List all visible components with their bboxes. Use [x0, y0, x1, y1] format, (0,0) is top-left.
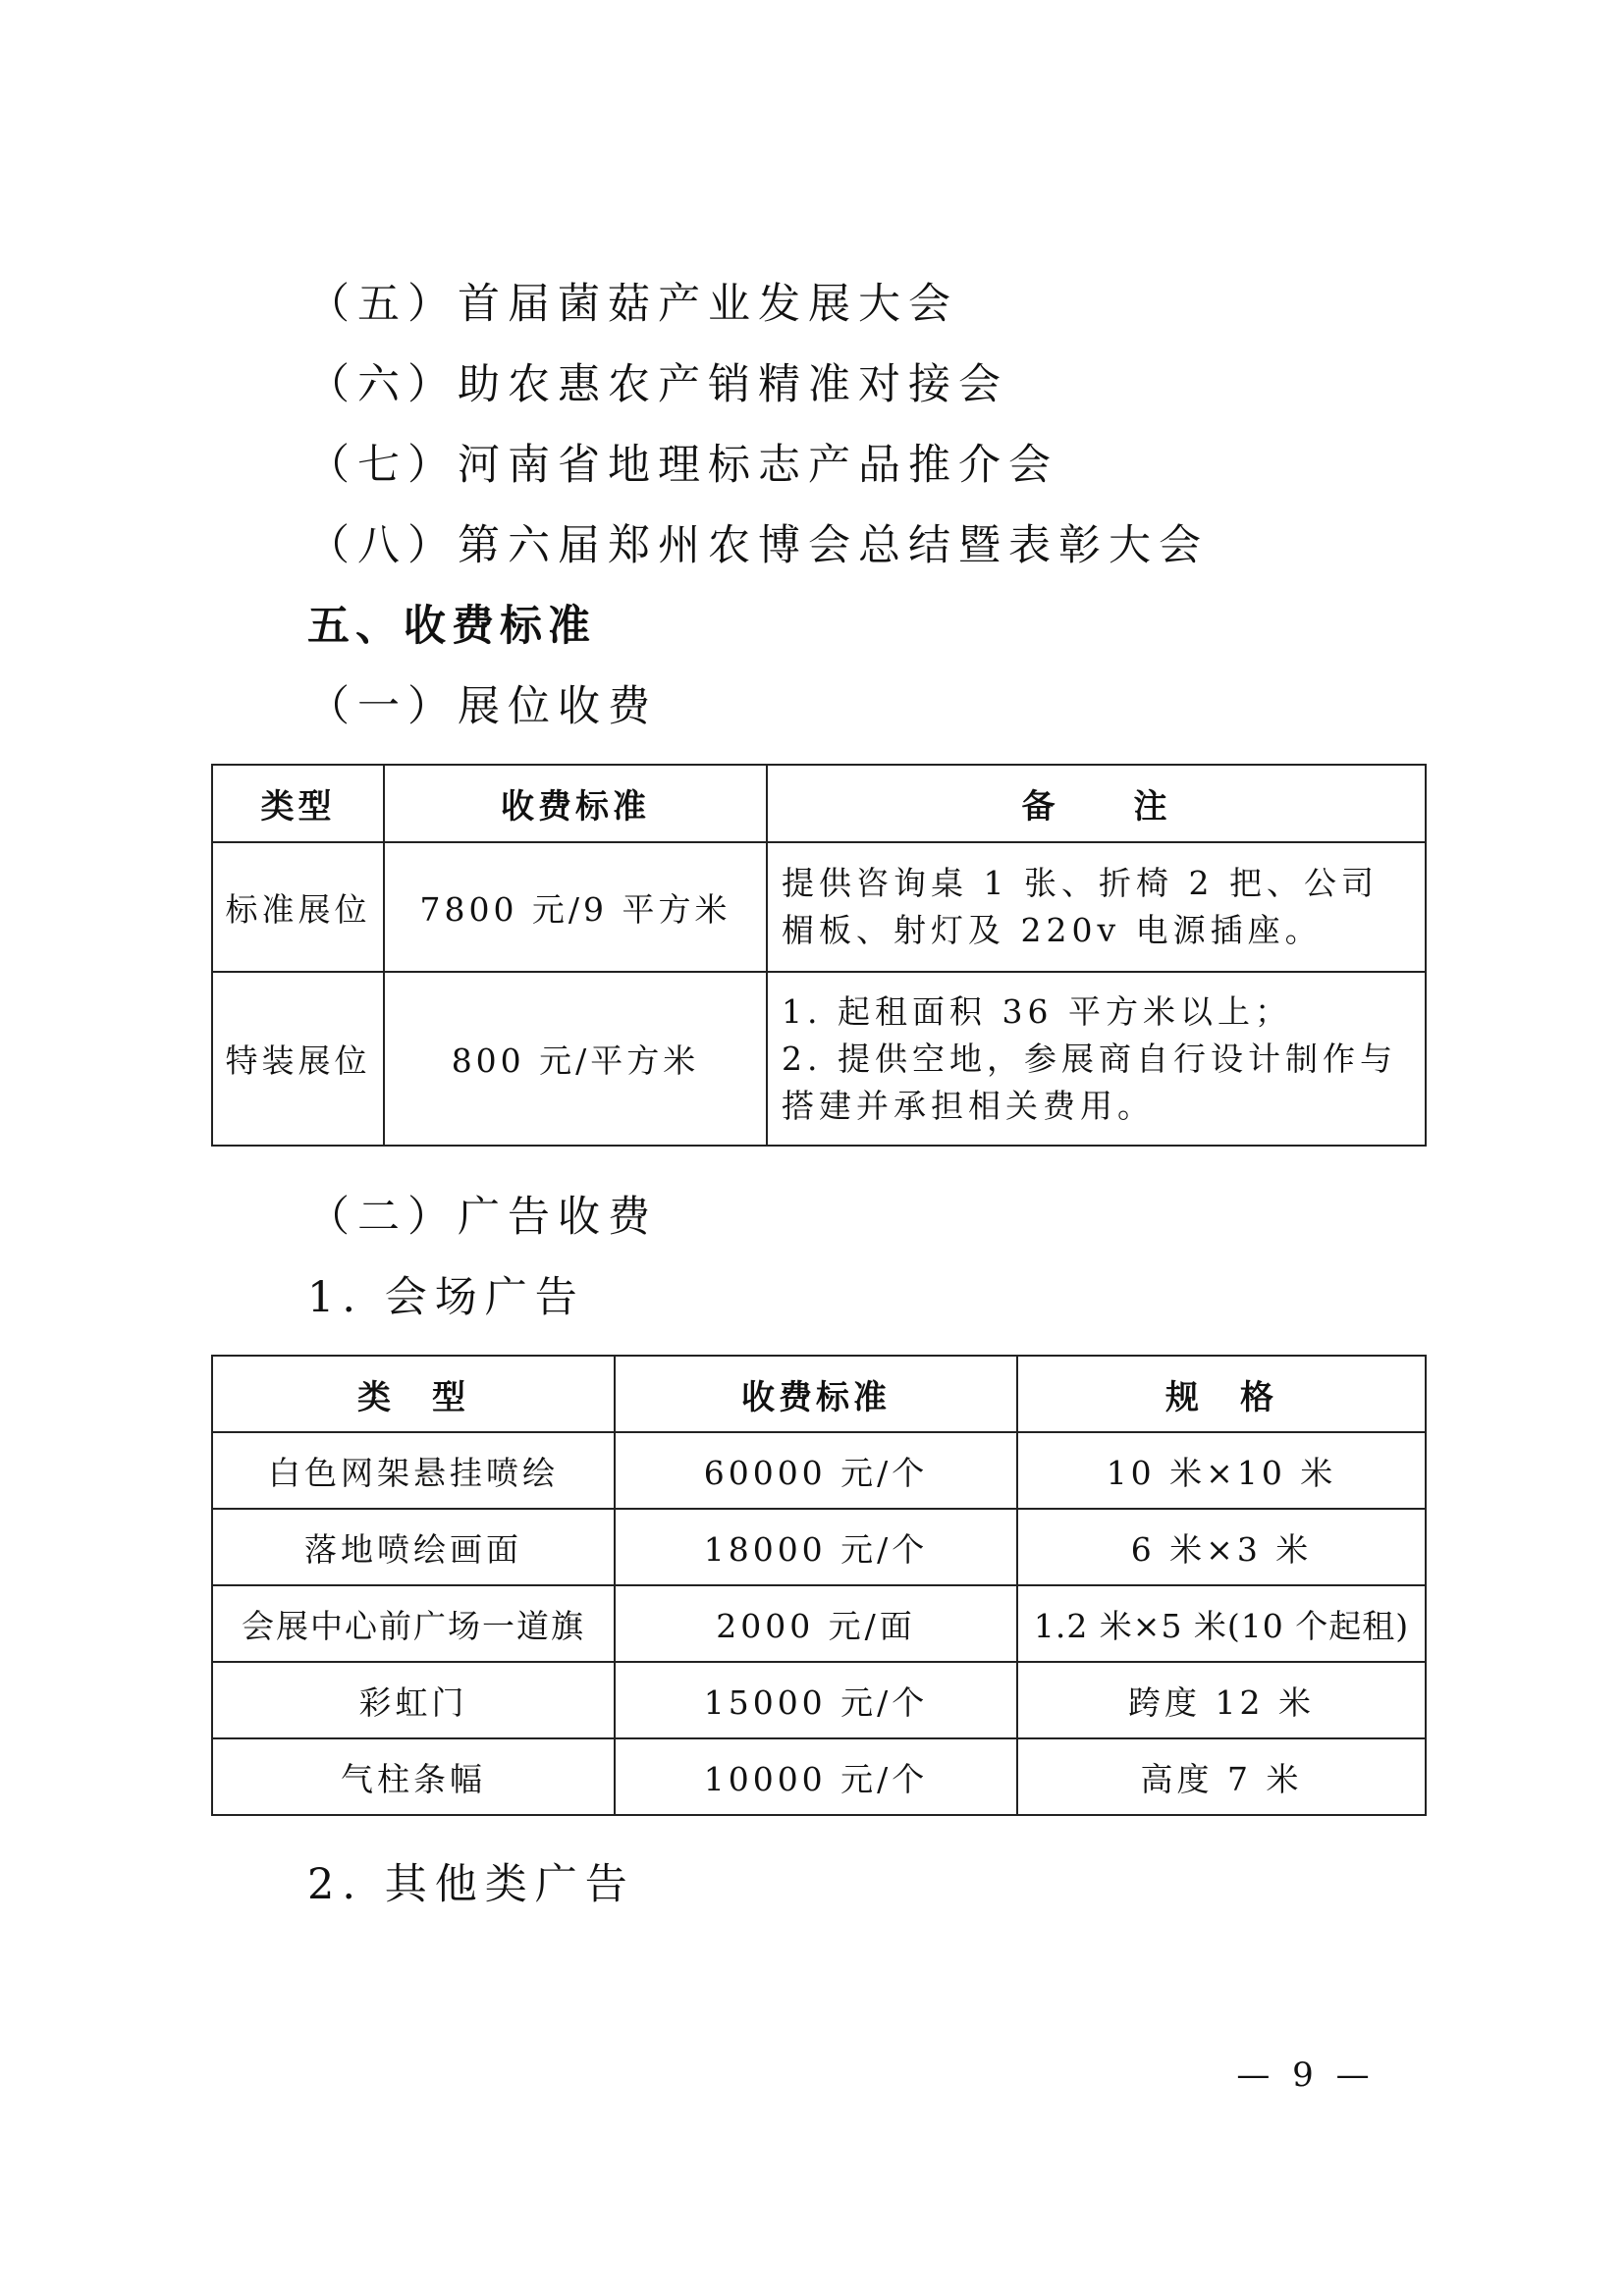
ad-spec-cell: 6 米×3 米 — [1017, 1509, 1426, 1585]
table-row — [212, 1585, 1426, 1662]
page-number: — 9 — — [1236, 2056, 1376, 2095]
ad-fee-cell: 15000 元/个 — [615, 1662, 1017, 1738]
ad-fee-heading: （二）广告收费 — [307, 1193, 658, 1242]
booth-notes-cell — [767, 842, 1426, 972]
ad-spec-cell: 高度 7 米 — [1017, 1738, 1426, 1815]
table-header-row — [212, 765, 1426, 842]
ad-spec-cell: 1.2 米×5 米(10 个起租) — [1017, 1585, 1426, 1662]
section-heading-fees: 五、收费标准 — [307, 602, 596, 651]
ad-spec-cell: 10 米×10 米 — [1017, 1432, 1426, 1509]
note-line: 1. 起租面积 36 平方米以上； — [782, 991, 1292, 1031]
event-item-7: （七）河南省地理标志产品推介会 — [307, 441, 1058, 490]
ad-type-cell: 白色网架悬挂喷绘 — [212, 1432, 615, 1509]
note-line: 提供咨询桌 1 张、折椅 2 把、公司楣板、射灯及 220v 电源插座。 — [782, 864, 1379, 949]
column-header-fee: 收费标准 — [615, 1356, 1017, 1432]
booth-fee-cell: 800 元/平方米 — [384, 972, 767, 1146]
event-item-5: （五）首届菌菇产业发展大会 — [307, 280, 958, 329]
table-row — [212, 972, 1426, 1146]
table-row — [212, 1738, 1426, 1815]
column-header-fee: 收费标准 — [384, 765, 767, 842]
table-row — [212, 842, 1426, 972]
ad-spec-cell: 跨度 12 米 — [1017, 1662, 1426, 1738]
event-item-6: （六）助农惠农产销精准对接会 — [307, 360, 1008, 409]
table-row — [212, 1509, 1426, 1585]
booth-fee-heading: （一）展位收费 — [307, 682, 658, 731]
ad-fee-cell: 2000 元/面 — [615, 1585, 1017, 1662]
column-header-type: 类 型 — [212, 1356, 615, 1432]
booth-fee-cell: 7800 元/9 平方米 — [384, 842, 767, 972]
table-header-row — [212, 1356, 1426, 1432]
booth-type-cell: 特装展位 — [212, 972, 384, 1146]
booth-notes-cell — [767, 972, 1426, 1146]
column-header-notes: 备 注 — [767, 765, 1426, 842]
ad-type-cell: 气柱条幅 — [212, 1738, 615, 1815]
venue-ad-heading: 1. 会场广告 — [307, 1273, 585, 1322]
other-ad-heading: 2. 其他类广告 — [307, 1860, 635, 1909]
ad-type-cell: 落地喷绘画面 — [212, 1509, 615, 1585]
booth-fee-table — [211, 764, 1427, 1147]
venue-ad-table — [211, 1355, 1427, 1816]
ad-fee-cell: 10000 元/个 — [615, 1738, 1017, 1815]
event-item-8: （八）第六届郑州农博会总结暨表彰大会 — [307, 521, 1209, 570]
ad-type-cell: 彩虹门 — [212, 1662, 615, 1738]
booth-type-cell: 标准展位 — [212, 842, 384, 972]
ad-fee-cell: 18000 元/个 — [615, 1509, 1017, 1585]
column-header-type: 类型 — [212, 765, 384, 842]
ad-fee-cell: 60000 元/个 — [615, 1432, 1017, 1509]
column-header-spec: 规 格 — [1017, 1356, 1426, 1432]
ad-type-cell: 会展中心前广场一道旗 — [212, 1585, 615, 1662]
note-line: 2. 提供空地，参展商自行设计制作与搭建并承担相关费用。 — [782, 1039, 1397, 1125]
table-row — [212, 1432, 1426, 1509]
table-row — [212, 1662, 1426, 1738]
